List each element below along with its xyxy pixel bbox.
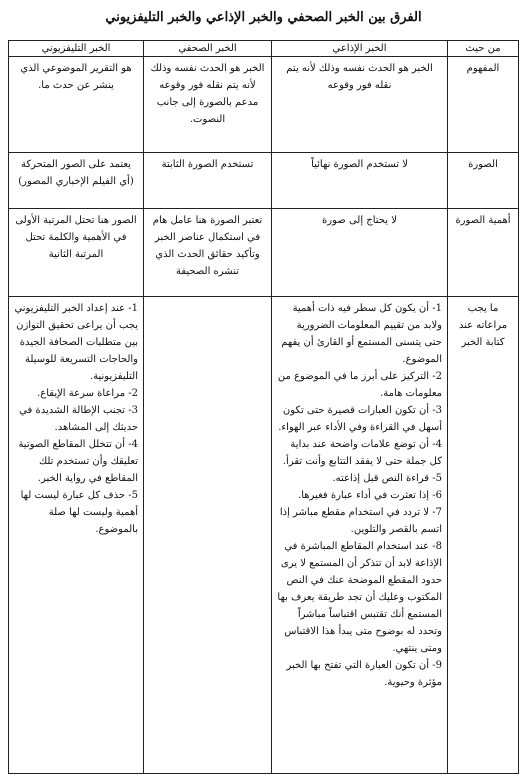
table-row [9, 209, 519, 297]
header-tv: الخبر التليفزيوني [9, 41, 144, 57]
page-title: الفرق بين الخبر الصحفي والخبر الإذاعي والخبر التليفزيوني [105, 10, 422, 25]
radio-item: 4- أن توضع علامات واضحة عند بداية كل جملة حتى لا يفقد التتابع وأنت تقرأ. [282, 439, 442, 467]
cell-radio [272, 297, 448, 774]
table-header-row [9, 41, 519, 57]
cell-press: تعتبر الصورة هنا عامل هام في استكمال عناصر الخبر وتأكيد حقائق الحدث الذي تنشره الصحيفة [144, 209, 272, 297]
cell-press: الخبر هو الحدث نفسه وذلك لأنه يتم نقله فور وقوعه مدعم بالصورة إلى جانب النصوت. [144, 57, 272, 153]
cell-tv: يعتمد على الصور المتحركة (أي الفيلم الإخباري المصور) [9, 153, 144, 209]
cell-tv: هو التقرير الموضوعي الذي ينشر عن حدث ما. [9, 57, 144, 153]
radio-item: 2- التركيز على أبرز ما في الموضوع من معلومات هامة. [277, 371, 442, 399]
tv-item: 1- عند إعداد الخبر التليفزيوني يجب أن يراعى تحقيق التوازن بين متطلبات الصحافة الجيدة والحاجات التسريعة للوسيلة التليفزيونية. [14, 303, 138, 382]
cell-press: تستخدم الصورة الثابتة [144, 153, 272, 209]
radio-item: 3- أن تكون العبارات قصيرة حتى تكون أسهل في القراءة وفي الأداء عبر الهواء. [278, 405, 442, 433]
radio-item: 8- عند استخدام المقاطع المباشرة في الإذاعة لابد أن تتذكر أن المستمع لا يرى حدود المقطع الموضحة عنك في النص المكتوب وعليك أن تجد طريقة يعرف بها المستمع أنك تقتبس اقتباساً مباشراً وتحدد له بوضوح متى يبدأ هذا الاقتباس ومتى ينتهي. [277, 541, 442, 654]
tv-item: 4- أن تتخلل المقاطع الصوتية تعليقك وأن تستخدم تلك المقاطع في رواية الخبر. [18, 439, 138, 484]
cell-tv: الصور هنا تحتل المرتبة الأولى في الأهمية والكلمة تحتل المرتبة الثانية [9, 209, 144, 297]
header-criterion: من حيث [448, 41, 519, 57]
cell-press [144, 297, 272, 774]
radio-item: 5- قراءة النص قبل إذاعته. [332, 473, 442, 484]
radio-item: 9- أن تكون العبارة التي تفتح بها الخبر مؤثرة وحيوية. [286, 660, 442, 688]
comparison-table [8, 40, 519, 774]
table-row [9, 153, 519, 209]
tv-item: 3- تجنب الإطالة الشديدة في حديثك إلى المشاهد. [19, 405, 138, 433]
row-label: المفهوم [448, 57, 519, 153]
cell-radio: لا يحتاج إلى صورة [272, 209, 448, 297]
tv-item: 5- حذف كل عبارة ليست لها أهمية وليست لها صلة بالموضوع. [20, 490, 138, 535]
row-label: ما يجب مراعاته عند كتابة الخبر [448, 297, 519, 774]
cell-radio: لا تستخدم الصورة نهائياً [272, 153, 448, 209]
cell-radio: الخبر هو الحدث نفسه وذلك لأنه يتم نقله فور وقوعه [272, 57, 448, 153]
table-row [9, 57, 519, 153]
radio-item: 1- أن يكون كل سطر فيه ذات أهمية ولابد من تقييم المعلومات الضرورية حتى يتسنى المستمع أو القارئ أن يفهم الموضوع. [281, 303, 442, 365]
tv-item: 2- مراعاة سرعة الإيقاع. [37, 388, 138, 399]
header-press: الخبر الصحفي [144, 41, 272, 57]
header-radio: الخبر الإذاعي [272, 41, 448, 57]
cell-tv [9, 297, 144, 774]
radio-item: 6- إذا تعثرت في أداء عبارة فغيرها. [298, 490, 442, 501]
table-row [9, 297, 519, 774]
radio-item: 7- لا تردد في استخدام مقطع مباشر إذا اتسم بالقصر والتلوين. [279, 507, 442, 535]
row-label: الصورة [448, 153, 519, 209]
row-label: أهمية الصورة [448, 209, 519, 297]
